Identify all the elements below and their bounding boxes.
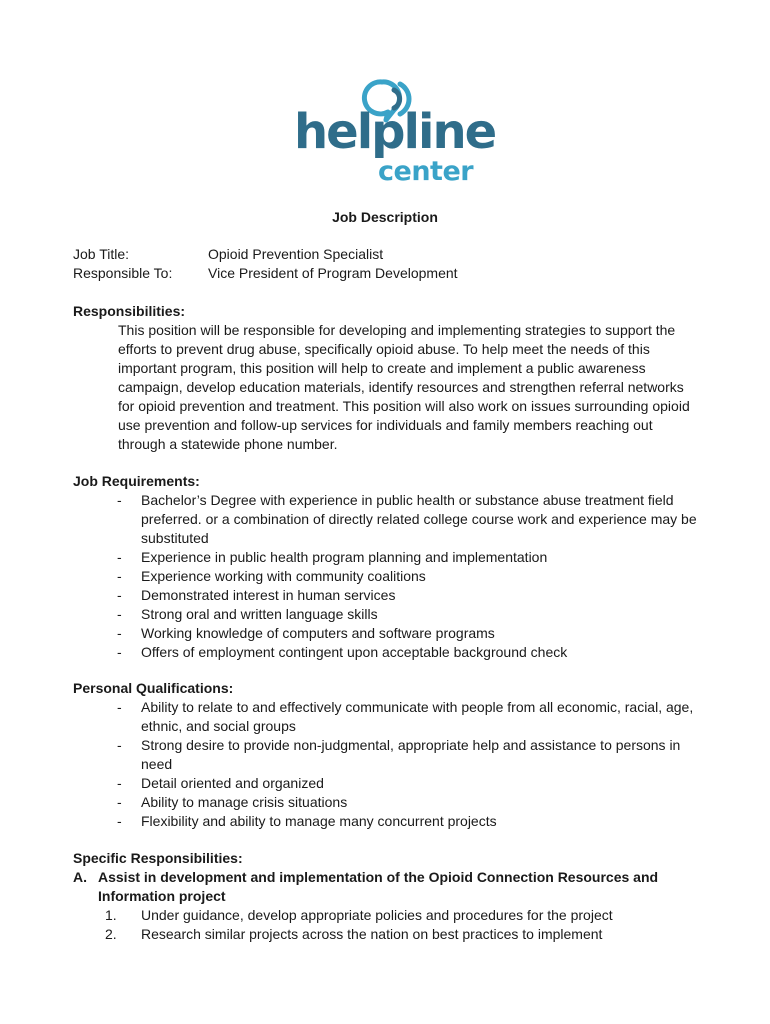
helpline-center-logo	[290, 78, 496, 190]
qualifications-heading: Personal Qualifications:	[73, 680, 234, 696]
responsible-to-label: Responsible To:	[73, 265, 173, 281]
list-item: - Strong oral and written language skills	[117, 606, 378, 622]
job-title-label: Job Title:	[73, 246, 130, 262]
list-item: - Experience in public health program planning and implementation	[117, 549, 548, 565]
document-title: Job Description	[332, 209, 438, 225]
list-item: - Demonstrated interest in human services	[117, 587, 396, 603]
logo-word: helpline	[294, 104, 496, 160]
list-item: - Ability to relate to and effectively communicate with people from all economic, racial, age, ethnic, and social groups	[117, 699, 694, 734]
item-letter: A.	[73, 869, 87, 885]
list-item: - Bachelor’s Degree with experience in public health or substance abuse treatment field preferred. or a combination of directly related college course work and experience may be substituted	[117, 492, 697, 546]
specific-numbered-list	[73, 906, 713, 944]
responsibilities-text: This position will be responsible for developing and implementing strategies to support the efforts to prevent drug abuse, specifically opioid abuse. To help meet the needs of this important program, this position will help to create and implement a public awareness campaign, develop education materials, identify resources and strengthen referral networks for opioid prevention and treatment. This position will also work on issues surrounding opioid use prevention and follow-up services for individuals and family members reaching out through a statewide phone number.	[118, 322, 690, 452]
list-item: - Ability to manage crisis situations	[117, 794, 348, 810]
responsible-to-value: Vice President of Program Development	[208, 265, 458, 281]
item-text: Assist in development and implementation of the Opioid Connection Resources and Information project	[98, 869, 659, 904]
requirements-list	[73, 491, 713, 662]
specific-heading: Specific Responsibilities:	[73, 850, 243, 866]
list-item: 2. Research similar projects across the nation on best practices to implement	[105, 926, 603, 942]
job-title-value: Opioid Prevention Specialist	[208, 246, 384, 262]
list-item: - Offers of employment contingent upon acceptable background check	[117, 644, 568, 660]
logo-subword: center	[378, 156, 474, 187]
list-item: - Working knowledge of computers and software programs	[117, 625, 495, 641]
qualifications-list	[73, 698, 713, 831]
list-item: 1. Under guidance, develop appropriate policies and procedures for the project	[105, 907, 613, 923]
responsibilities-heading: Responsibilities:	[73, 303, 186, 319]
specific-item-a	[73, 868, 713, 906]
list-item: - Detail oriented and organized	[117, 775, 324, 791]
list-item: - Strong desire to provide non-judgmental, appropriate help and assistance to persons in need	[117, 737, 681, 772]
list-item: - Experience working with community coalitions	[117, 568, 426, 584]
list-item: - Flexibility and ability to manage many concurrent projects	[117, 813, 497, 829]
requirements-heading: Job Requirements:	[73, 473, 200, 489]
